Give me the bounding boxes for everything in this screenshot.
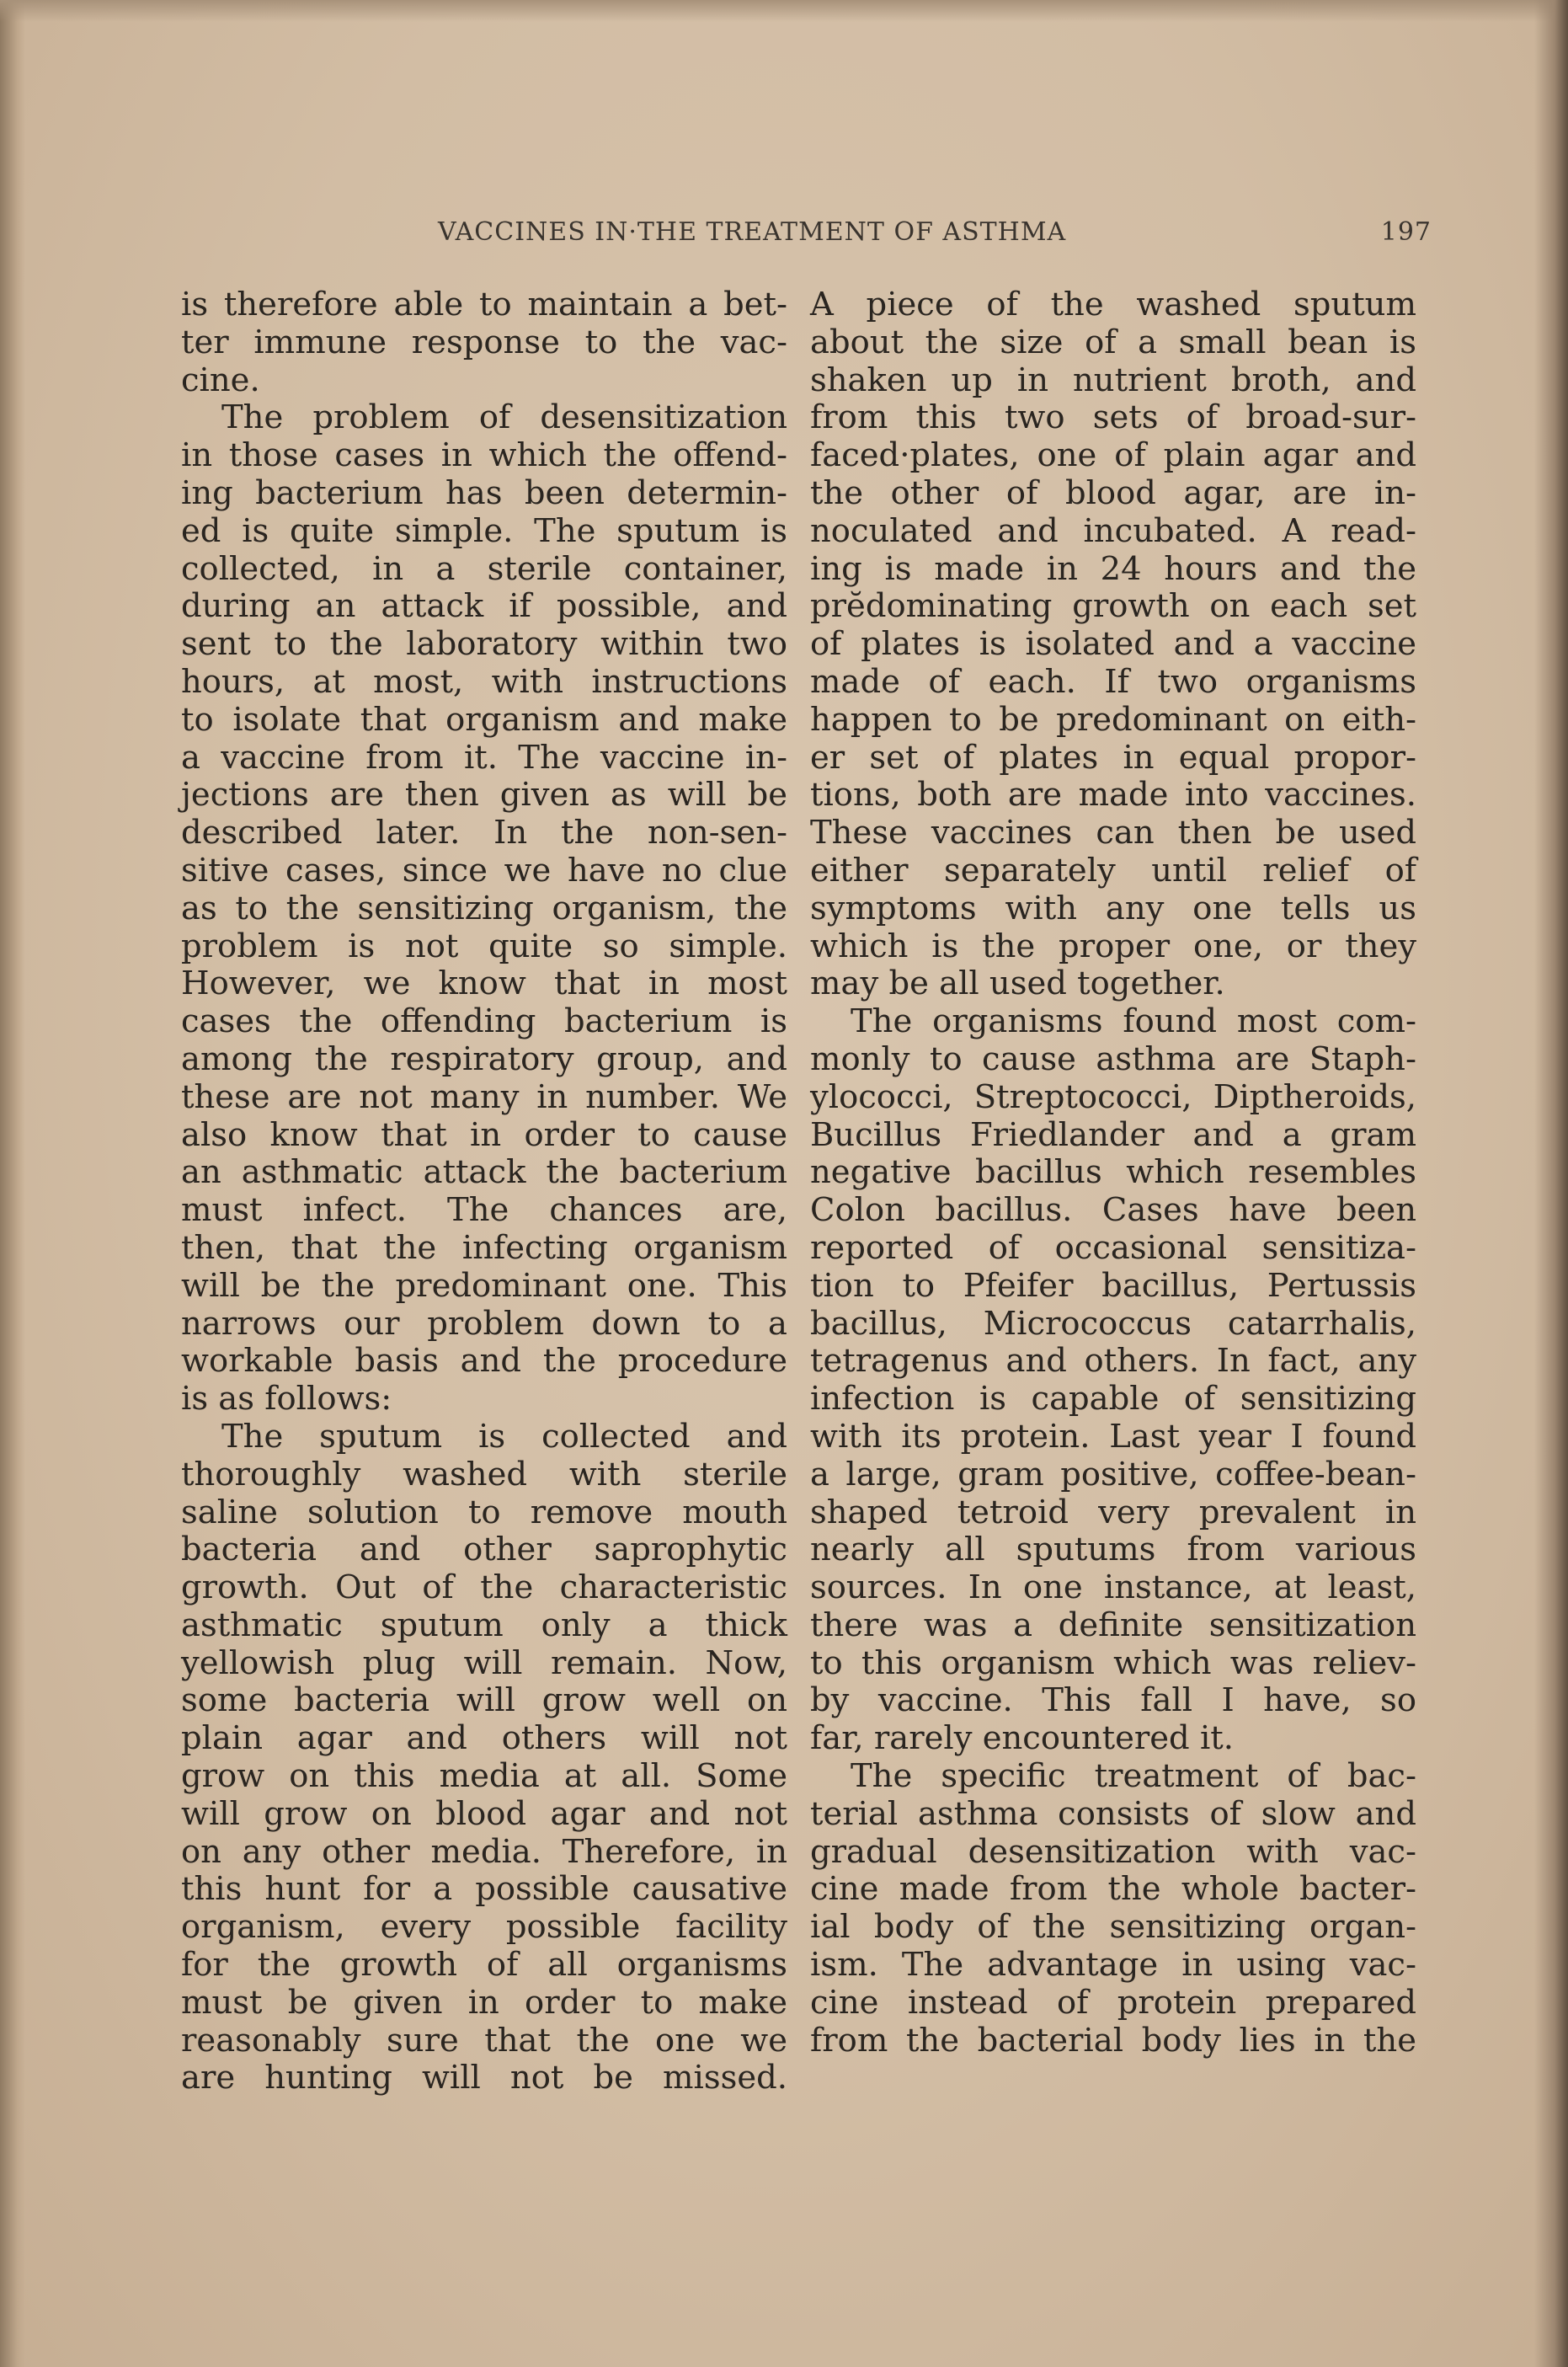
text-line: nearly all sputums from various xyxy=(810,1531,1416,1569)
text-line: in those cases in which the offend- xyxy=(181,436,787,475)
text-line: narrows our problem down to a xyxy=(181,1304,787,1343)
text-line: are hunting will not be missed. xyxy=(181,2059,787,2097)
text-line: by vaccine. This fall I have, so xyxy=(810,1681,1416,1720)
text-line: cine made from the whole bacter- xyxy=(810,1870,1416,1909)
text-line: shaken up in nutrient broth, and xyxy=(810,361,1416,399)
text-line: er set of plates in equal propor- xyxy=(810,738,1416,777)
text-line: shaped tetroid very prevalent in xyxy=(810,1493,1416,1531)
page-number: 197 xyxy=(1380,217,1432,247)
page-top-edge xyxy=(0,0,1568,22)
text-line: also know that in order to cause xyxy=(181,1115,787,1154)
text-line: hours, at most, with instructions xyxy=(181,662,787,701)
text-line: tetragenus and others. In fact, any xyxy=(810,1342,1416,1381)
text-line: cases the offending bacterium is xyxy=(181,1002,787,1041)
text-line: reported of occasional sensitiza- xyxy=(810,1228,1416,1267)
text-column-right xyxy=(810,286,1416,2060)
text-line: some bacteria will grow well on xyxy=(181,1681,787,1720)
text-line: there was a definite sensitization xyxy=(810,1606,1416,1644)
text-line: thoroughly washed with sterile xyxy=(181,1455,787,1493)
text-line: gradual desensitization with vac- xyxy=(810,1832,1416,1871)
text-line: the other of blood agar, are in- xyxy=(810,473,1416,512)
text-line: a large, gram positive, coffee-bean- xyxy=(810,1455,1416,1493)
text-line: either separately until relief of xyxy=(810,851,1416,890)
text-line: from the bacterial body lies in the xyxy=(810,2021,1416,2060)
text-line: The problem of desensitization xyxy=(221,398,787,437)
text-line: cine instead of protein prepared xyxy=(810,1983,1416,2022)
text-line: made of each. If two organisms xyxy=(810,662,1416,701)
text-line: sent to the laboratory within two xyxy=(181,625,787,664)
text-column-left xyxy=(181,286,787,2097)
text-line: during an attack if possible, and xyxy=(181,587,787,626)
text-line: these are not many in number. We xyxy=(181,1077,787,1116)
text-line: of plates is isolated and a vaccine xyxy=(810,625,1416,664)
text-line: sitive cases, since we have no clue xyxy=(181,851,787,890)
text-line: is as follows: xyxy=(181,1380,392,1419)
text-line: The specific treatment of bac- xyxy=(851,1757,1416,1796)
text-line: among the respiratory group, and xyxy=(181,1039,787,1078)
text-line: as to the sensitizing organism, the xyxy=(181,889,787,927)
text-line: bacteria and other saprophytic xyxy=(181,1531,787,1569)
text-line: symptoms with any one tells us xyxy=(810,889,1416,927)
text-line: from this two sets of broad-sur- xyxy=(810,398,1416,437)
text-line: yellowish plug will remain. Now, xyxy=(181,1643,787,1682)
text-line: bacillus, Micrococcus catarrhalis, xyxy=(810,1304,1416,1343)
text-line: then, that the infecting organism xyxy=(181,1228,787,1267)
text-line: saline solution to remove mouth xyxy=(181,1493,787,1531)
text-line: terial asthma consists of slow and xyxy=(810,1794,1416,1833)
text-line: plain agar and others will not xyxy=(181,1719,787,1758)
text-line: collected, in a sterile container, xyxy=(181,549,787,588)
text-line: ial body of the sensitizing organ- xyxy=(810,1908,1416,1947)
text-line: The organisms found most com- xyxy=(851,1002,1416,1041)
text-line: faced·plates, one of plain agar and xyxy=(810,436,1416,475)
text-line: organism, every possible facility xyxy=(181,1908,787,1947)
text-line: which is the proper one, or they xyxy=(810,927,1416,965)
text-line: ylococci, Streptococci, Diptheroids, xyxy=(810,1077,1416,1116)
text-line: asthmatic sputum only a thick xyxy=(181,1606,787,1644)
text-line: ism. The advantage in using vac- xyxy=(810,1946,1416,1985)
page-right-edge xyxy=(1534,0,1568,2367)
text-line: for the growth of all organisms xyxy=(181,1946,787,1985)
text-line: this hunt for a possible causative xyxy=(181,1870,787,1909)
text-line: prĕdominating growth on each set xyxy=(810,587,1416,626)
text-line: about the size of a small bean is xyxy=(810,323,1416,361)
text-line: to isolate that organism and make xyxy=(181,700,787,739)
text-line: tions, both are made into vaccines. xyxy=(810,776,1416,815)
text-line: is therefore able to maintain a bet- xyxy=(181,286,787,323)
text-line: on any other media. Therefore, in xyxy=(181,1832,787,1871)
text-line: may be all used together. xyxy=(810,964,1225,1003)
text-line: an asthmatic attack the bacterium xyxy=(181,1153,787,1192)
text-line: ing is made in 24 hours and the xyxy=(810,549,1416,588)
text-line: These vaccines can then be used xyxy=(810,814,1416,852)
text-line: However, we know that in most xyxy=(181,964,787,1003)
text-line: negative bacillus which resembles xyxy=(810,1153,1416,1192)
text-line: tion to Pfeifer bacillus, Pertussis xyxy=(810,1266,1416,1305)
running-head xyxy=(438,217,1432,259)
page-left-edge xyxy=(0,0,25,2367)
text-line: noculated and incubated. A read- xyxy=(810,511,1416,550)
text-line: A piece of the washed sputum xyxy=(810,286,1416,323)
text-line: ter immune response to the vac- xyxy=(181,323,787,361)
text-line: Colon bacillus. Cases have been xyxy=(810,1191,1416,1230)
text-line: problem is not quite so simple. xyxy=(181,927,787,965)
text-line: infection is capable of sensitizing xyxy=(810,1380,1416,1419)
text-line: described later. In the non-sen- xyxy=(181,814,787,852)
text-line: cine. xyxy=(181,361,260,399)
text-line: The sputum is collected and xyxy=(221,1417,787,1456)
text-line: far, rarely encountered it. xyxy=(810,1719,1234,1758)
text-line: jections are then given as will be xyxy=(181,776,787,815)
text-line: Bucillus Friedlander and a gram xyxy=(810,1115,1416,1154)
text-line: sources. In one instance, at least, xyxy=(810,1568,1416,1607)
text-line: will be the predominant one. This xyxy=(181,1266,787,1305)
text-line: must be given in order to make xyxy=(181,1983,787,2022)
text-line: a vaccine from it. The vaccine in- xyxy=(181,738,787,777)
text-line: workable basis and the procedure xyxy=(181,1342,787,1381)
text-line: grow on this media at all. Some xyxy=(181,1757,787,1796)
text-line: ing bacterium has been determin- xyxy=(181,473,787,512)
text-line: growth. Out of the characteristic xyxy=(181,1568,787,1607)
text-line: reasonably sure that the one we xyxy=(181,2021,787,2060)
text-line: to this organism which was reliev- xyxy=(810,1643,1416,1682)
text-line: must infect. The chances are, xyxy=(181,1191,787,1230)
text-line: will grow on blood agar and not xyxy=(181,1794,787,1833)
text-line: ed is quite simple. The sputum is xyxy=(181,511,787,550)
text-line: monly to cause asthma are Staph- xyxy=(810,1039,1416,1078)
text-line: with its protein. Last year I found xyxy=(810,1417,1416,1456)
text-line: happen to be predominant on eith- xyxy=(810,700,1416,739)
running-head-title: VACCINES IN·THE TREATMENT OF ASTHMA xyxy=(438,217,1067,247)
